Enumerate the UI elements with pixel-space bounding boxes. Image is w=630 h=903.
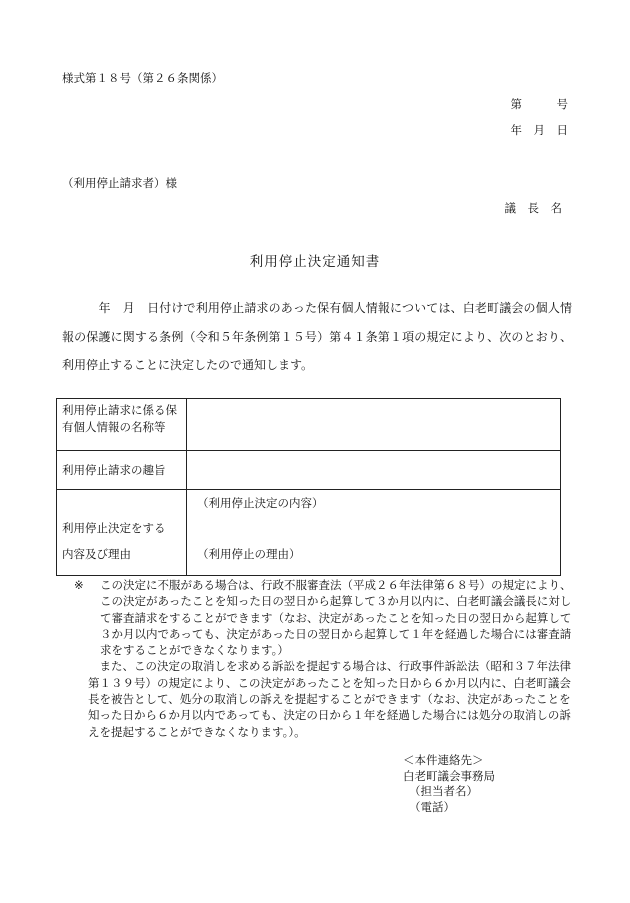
- request-info-name-label: 利用停止請求に係る保有個人情報の名称等: [57, 399, 187, 451]
- request-purpose-label: 利用停止請求の趣旨: [57, 451, 187, 490]
- decision-reason-label-line1: 利用停止決定をする: [62, 521, 166, 535]
- contact-block: [403, 753, 495, 815]
- document-number: 第 号: [510, 97, 568, 111]
- table-row: [57, 399, 561, 451]
- note-text-2: また、この決定の取消しを求める訴訟を提起する場合は、行政事件訴訟法（昭和３７年法律第１３９号）の規定により、この決定があったことを知った日から６か月以内に、白老町議会長を被告として、処分の取消しの訴えを提起することができます（なお、決定があったことを知った日から６か月以内であっても、決定の日から１年を経過した場合には処分の取消しの訴えを提起することができなくなります。）。: [88, 659, 571, 739]
- body-paragraph: 年 月 日付けで利用停止請求のあった保有個人情報については、白老町議会の個人情報の保護に関する条例（令和５年条例第１５号）第４１条第１項の規定により、次のとおり、利用停止することに決定したので通知します。: [62, 301, 572, 372]
- sender-name: 議 長 名: [504, 201, 562, 215]
- note-mark: ※: [74, 578, 84, 592]
- document-date: 年 月 日: [510, 123, 568, 137]
- form-number-label: 様式第１８号（第２６条関係）: [62, 71, 223, 85]
- request-info-name-value: [187, 399, 561, 451]
- contact-phone: （電話）: [409, 799, 455, 814]
- contact-office: 白老町議会事務局: [403, 768, 495, 783]
- note-paragraph-1: [62, 577, 574, 658]
- decision-reason-label: [57, 490, 187, 576]
- decision-reason-value: [187, 490, 561, 576]
- decision-content-heading: （利用停止決定の内容）: [197, 496, 324, 510]
- request-purpose-value: [187, 451, 561, 490]
- contact-heading: ＜本件連絡先＞: [403, 753, 484, 767]
- page-title: 利用停止決定通知書: [249, 254, 381, 270]
- note-paragraph-2: [62, 658, 574, 739]
- decision-table: [56, 398, 561, 576]
- table-row: [57, 451, 561, 490]
- contact-person: （担当者名）: [409, 784, 478, 798]
- addressee: （利用停止請求者）様: [62, 176, 177, 190]
- table-row: [57, 490, 561, 576]
- decision-reason-label-line2: 内容及び理由: [62, 547, 131, 561]
- notes-section: [62, 577, 574, 740]
- note-text-1: この決定に不服がある場合は、行政不服審査法（平成２６年法律第６８号）の規定により、この決定があったことを知った日の翌日から起算して３か月以内に、白老町議会議長に対して審査請求をすることができます（なお、決定があったことを知った日の翌日から起算して３か月以内であっても、決定があった日の翌日から起算して１年を経過した場合には審査請求をすることができなくなります。）: [100, 578, 572, 658]
- decision-reason-heading: （利用停止の理由）: [197, 547, 301, 561]
